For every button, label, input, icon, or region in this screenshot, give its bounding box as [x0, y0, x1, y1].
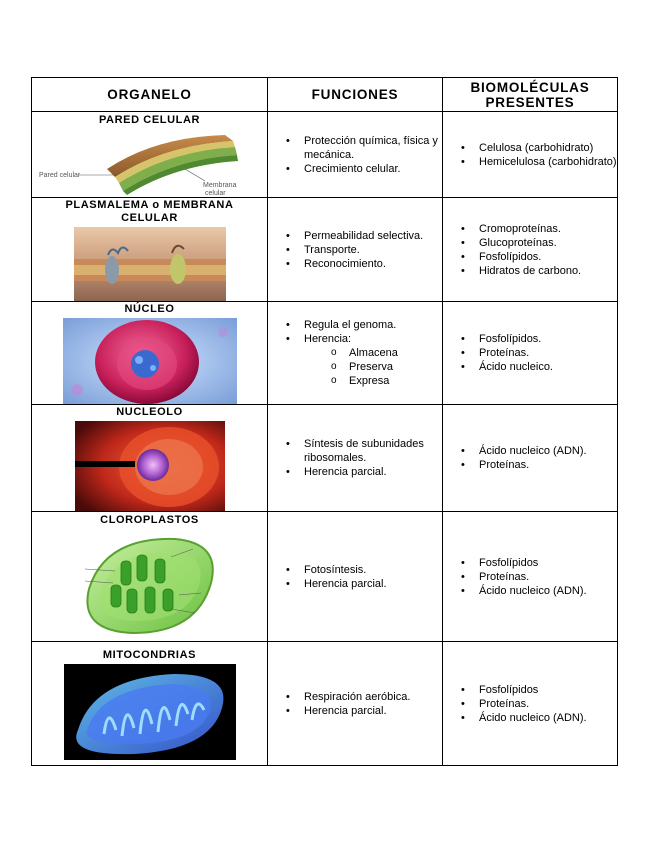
sub-list-item: o Expresa — [349, 374, 442, 388]
organelo-name: PARED CELULAR — [98, 113, 201, 126]
table-row — [32, 405, 618, 512]
list-item: • Reconocimiento. — [304, 257, 442, 271]
organelo-cell — [32, 642, 268, 766]
organelo-cell — [32, 198, 268, 302]
label-celular: celular — [204, 189, 226, 197]
biomoleculas-cell — [443, 302, 618, 405]
organelo-cell — [32, 512, 268, 642]
table-row — [32, 198, 618, 302]
list-item: • Permeabilidad selectiva. — [304, 229, 442, 243]
list-item: • Fosfolípidos. — [479, 332, 617, 346]
header-biomoleculas-line2: PRESENTES — [485, 94, 575, 110]
organelo-name: NUCLEOLO — [116, 406, 183, 418]
organelo-cell — [32, 112, 268, 198]
funciones-cell — [268, 302, 443, 405]
organelo-cell — [32, 405, 268, 512]
list-item: • Herencia parcial. — [304, 577, 442, 591]
list-item-label: Herencia: — [304, 333, 352, 345]
biomoleculas-list — [443, 332, 617, 374]
header-biomoleculas — [443, 78, 618, 112]
mitochondria-illustration — [64, 664, 236, 760]
sub-list-item: o Almacena — [349, 346, 442, 360]
chloroplast-illustration — [75, 529, 225, 641]
list-item: • Hemicelulosa (carbohidrato) — [479, 155, 617, 169]
funciones-cell — [268, 512, 443, 642]
funciones-list — [268, 134, 442, 176]
organelles-table — [31, 77, 618, 766]
biomoleculas-cell — [443, 112, 618, 198]
biomoleculas-list — [443, 683, 617, 725]
list-item: • Regula el genoma. — [304, 318, 442, 332]
table-row — [32, 112, 618, 198]
funciones-cell — [268, 198, 443, 302]
header-biomoleculas-line1: BIOMOLÉCULAS — [470, 79, 590, 95]
biomoleculas-list — [443, 141, 617, 169]
biomoleculas-cell — [443, 512, 618, 642]
list-item: • Transporte. — [304, 243, 442, 257]
label-membrana: Membrana — [202, 181, 236, 189]
organelo-name-line1: PLASMALEMA o MEMBRANA — [65, 199, 234, 211]
list-item: • Proteínas. — [479, 458, 617, 472]
funciones-list — [268, 229, 442, 271]
list-item: • Protección química, física y mecánica. — [304, 134, 442, 162]
list-item: • Fosfolípidos — [479, 556, 617, 570]
header-funciones: FUNCIONES — [268, 78, 443, 112]
list-item: • Herencia parcial. — [304, 465, 442, 479]
funciones-cell — [268, 405, 443, 512]
header-organelo: ORGANELO — [32, 78, 268, 112]
biomoleculas-list — [443, 222, 617, 278]
header-row — [32, 78, 618, 112]
biomoleculas-list — [443, 444, 617, 472]
list-item: • Ácido nucleico (ADN). — [479, 711, 617, 725]
list-item: • Cromoproteínas. — [479, 222, 617, 236]
biomoleculas-cell — [443, 198, 618, 302]
table-row — [32, 642, 618, 766]
organelo-name: MITOCONDRIAS — [102, 648, 197, 661]
label-pared-celular: Pared celular — [38, 171, 80, 179]
plasma-membrane-illustration — [74, 227, 226, 301]
list-item: • Fotosíntesis. — [304, 563, 442, 577]
funciones-list — [268, 318, 442, 388]
table-row — [32, 302, 618, 405]
list-item: • Respiración aeróbica. — [304, 690, 442, 704]
funciones-list — [268, 437, 442, 479]
nucleus-illustration — [63, 318, 237, 404]
list-item: • Crecimiento celular. — [304, 162, 442, 176]
nucleolus-illustration — [75, 421, 225, 511]
organelo-name — [32, 198, 267, 225]
list-item: • Proteínas. — [479, 570, 617, 584]
list-item: • Fosfolípidos. — [479, 250, 617, 264]
sub-list-item: o Preserva — [349, 360, 442, 374]
list-item: • Glucoproteínas. — [479, 236, 617, 250]
list-item: • Ácido nucleico. — [479, 360, 617, 374]
list-item — [304, 332, 442, 388]
biomoleculas-cell — [443, 405, 618, 512]
sub-list — [304, 346, 442, 388]
organelo-name: NÚCLEO — [124, 303, 175, 315]
list-item: • Celulosa (carbohidrato) — [479, 141, 617, 155]
list-item: • Herencia parcial. — [304, 704, 442, 718]
list-item: • Fosfolípidos — [479, 683, 617, 697]
organelo-name: CLOROPLASTOS — [100, 513, 199, 526]
list-item: • Proteínas. — [479, 697, 617, 711]
cell-wall-illustration — [35, 129, 265, 197]
biomoleculas-list — [443, 556, 617, 598]
organelo-name-line2: CELULAR — [121, 212, 178, 224]
funciones-cell — [268, 112, 443, 198]
list-item: • Síntesis de subunidades ribosomales. — [304, 437, 442, 465]
organelo-cell — [32, 302, 268, 405]
list-item: • Ácido nucleico (ADN). — [479, 444, 617, 458]
list-item: • Hidratos de carbono. — [479, 264, 617, 278]
funciones-list — [268, 563, 442, 591]
list-item: • Ácido nucleico (ADN). — [479, 584, 617, 598]
list-item: • Proteínas. — [479, 346, 617, 360]
funciones-cell — [268, 642, 443, 766]
table-row — [32, 512, 618, 642]
funciones-list — [268, 690, 442, 718]
biomoleculas-cell — [443, 642, 618, 766]
